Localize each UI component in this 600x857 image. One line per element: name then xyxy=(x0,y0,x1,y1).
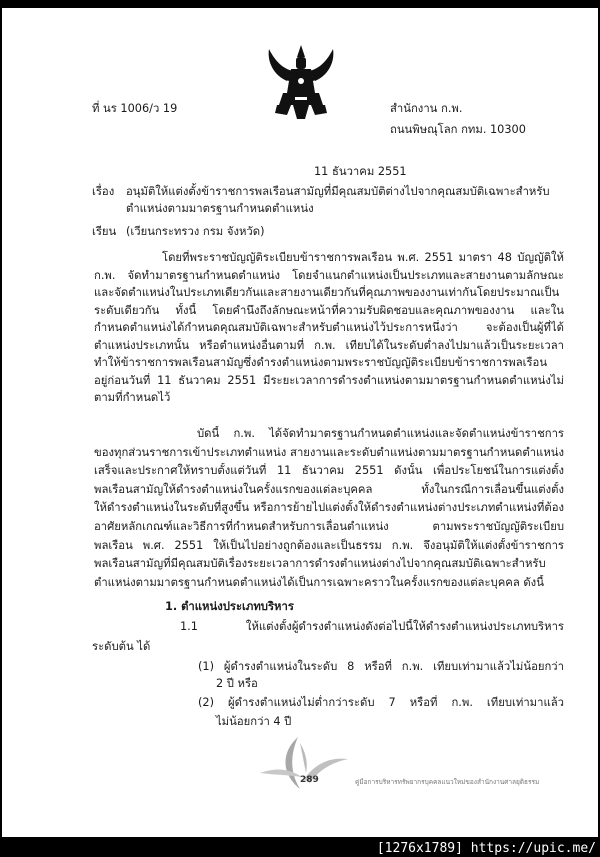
text-line: อยู่ก่อนวันที่ 11 ธันวาคม 2551 มีระยะเวลาการดำรงตำแหน่งตามมาตรฐานกำหนดตำแหน่งไม่ xyxy=(94,373,564,387)
text-line: บัดนี้ ก.พ. ได้จัดทำมาตรฐานกำหนดตำแหน่งและจัดตำแหน่งข้าราชการ xyxy=(197,427,564,440)
text-line: ตามที่กำหนดไว้ xyxy=(94,391,171,404)
text-line: พลเรือน พ.ศ. 2551 ให้เป็นไปอย่างถูกต้องและเป็นธรรม ก.พ. จึงอนุมัติให้แต่งตั้งข้าราชการ xyxy=(94,538,564,552)
page-number: 289 xyxy=(300,775,319,785)
text-line: ระดับเดียวกัน ทั้งนี้ โดยคำนึงถึงลักษณะหน้าที่ความรับผิดชอบและคุณภาพของงาน และใน xyxy=(94,303,564,317)
text-line: ทำให้ข้าราชการพลเรือนสามัญซึ่งดำรงตำแหน่งตามพระราชบัญญัติระเบียบข้าราชการพลเรือน xyxy=(94,356,548,369)
text-line: อาศัยหลักเกณฑ์และวิธีการที่กำหนดสำหรับการเลื่อนตำแหน่ง ตามพระราชบัญญัติระเบียบ xyxy=(94,520,564,533)
office-address: ถนนพิษณุโลก กทม. 10300 xyxy=(390,123,526,136)
list-item-continuation: ไม่น้อยกว่า 4 ปี xyxy=(216,715,292,728)
text-line: พลเรือนสามัญให้ดำรงตำแหน่งในครั้งแรกของแต่ละบุคคล ทั้งในกรณีการเลื่อนขึ้นแต่งตั้ง xyxy=(94,482,564,496)
subject-line: ตำแหน่งตามมาตรฐานกำหนดตำแหน่ง xyxy=(126,202,314,215)
image-watermark: [1276x1789] https://upic.me/ xyxy=(376,841,596,856)
reference-number: ที่ นร 1006/ว 19 xyxy=(92,102,178,115)
text-line: 1.1 ให้แต่งตั้งผู้ดำรงตำแหน่งดังต่อไปนี้ให้ดำรงตำแหน่งประเภทบริหาร xyxy=(180,620,564,633)
garuda-emblem-icon xyxy=(265,41,337,121)
text-line: พลเรือนสามัญที่มีคุณสมบัติเรื่องระยะเวลาการดำรงตำแหน่งต่างไปจากคุณสมบัติเฉพาะสำหรับ xyxy=(94,557,546,571)
text-line: ก.พ. จัดทำมาตรฐานกำหนดตำแหน่ง โดยจำแนกตำแหน่งเป็นประเภทและสายงานตามลักษณะ xyxy=(94,268,564,282)
text-line: ตำแหน่งตามมาตรฐานกำหนดตำแหน่งได้เป็นการเฉพาะคราวในครั้งแรกของแต่ละบุคคล ดังนี้ xyxy=(94,575,544,589)
text-line: กำหนดตำแหน่งได้กำหนดคุณสมบัติเฉพาะสำหรับตำแหน่งไว้ประการหนึ่งว่า จะต้องเป็นผู้ที่ได้ xyxy=(94,321,564,334)
text-line: โดยที่พระราชบัญญัติระเบียบข้าราชการพลเรือน พ.ศ. 2551 มาตรา 48 บัญญัติให้ xyxy=(162,251,564,264)
recipient-label: เรียน xyxy=(92,225,117,238)
list-item: (1) ผู้ดำรงตำแหน่งในระดับ 8 หรือที่ ก.พ. เทียบเท่ามาแล้วไม่น้อยกว่า xyxy=(198,660,564,673)
footer-book-title: คู่มือการบริหารทรัพยากรบุคคลแนวใหม่ของสำนักงานศาลยุติธรรม xyxy=(355,778,540,786)
letter-date: 11 ธันวาคม 2551 xyxy=(314,165,407,178)
document-page xyxy=(2,8,598,837)
text-line: ของทุกส่วนราชการเข้าประเภทตำแหน่ง สายงานและระดับตำแหน่งตามมาตรฐานกำหนดตำแหน่ง xyxy=(94,445,564,459)
subject-label: เรื่อง xyxy=(92,185,115,198)
text-line: ตำแหน่งประเภทนั้น หรือตำแหน่งอื่นตามที่ ก.พ. เทียบได้ในระดับต่ำลงไปมาแล้วเป็นระยะเวลา xyxy=(94,338,564,352)
list-item: (2) ผู้ดำรงตำแหน่งไม่ต่ำกว่าระดับ 7 หรือที่ ก.พ. เทียบเท่ามาแล้ว xyxy=(198,696,564,709)
text-line: และจัดตำแหน่งในประเภทเดียวกันและสายงานเดียวกันที่คุณภาพของงานเท่ากันโดยประมาณเป็น xyxy=(94,286,560,299)
text-line: ระดับต้น ได้ xyxy=(92,640,151,653)
section-heading: 1. ตำแหน่งประเภทบริหาร xyxy=(165,600,294,613)
list-item-continuation: 2 ปี หรือ xyxy=(216,677,258,690)
text-line: เสร็จและประกาศให้ทราบตั้งแต่วันที่ 11 ธันวาคม 2551 ดังนั้น เพื่อประโยชน์ในการแต่งตั้ง xyxy=(94,464,564,478)
subject-line: อนุมัติให้แต่งตั้งข้าราชการพลเรือนสามัญที่มีคุณสมบัติต่างไปจากคุณสมบัติเฉพาะสำหรับ xyxy=(126,185,550,198)
office-name: สำนักงาน ก.พ. xyxy=(390,102,463,115)
recipient: (เวียนกระทรวง กรม จังหวัด) xyxy=(126,225,265,238)
text-line: ให้ดำรงตำแหน่งในระดับที่สูงขึ้น หรือการย้ายไปแต่งตั้งให้ดำรงตำแหน่งต่างประเภทตำแหน่งที่ต้อง xyxy=(94,501,564,515)
